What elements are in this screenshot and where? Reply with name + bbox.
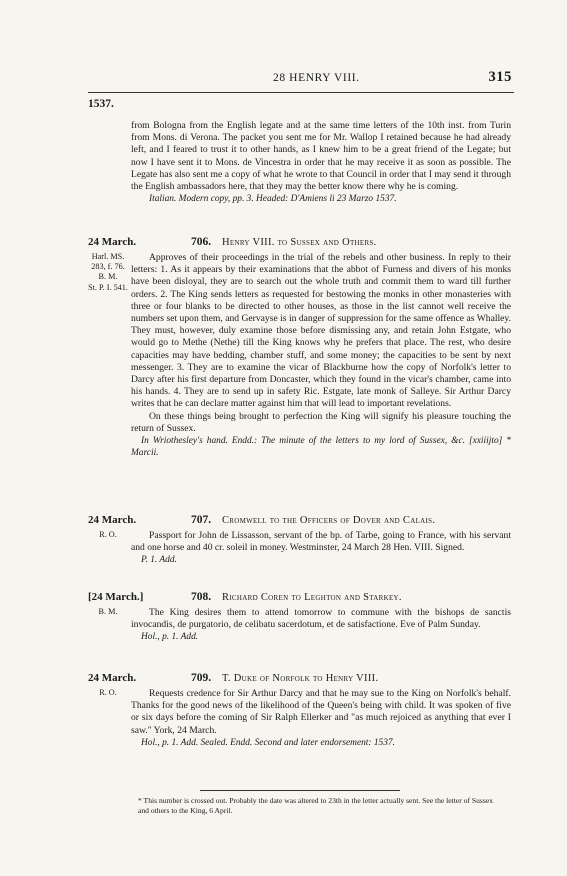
entry-body xyxy=(131,688,511,749)
entry-body xyxy=(131,252,511,459)
entry-date: [24 March.] xyxy=(88,591,144,603)
entry-note: Hol., p. 1. Add. xyxy=(141,632,199,643)
entry-number: 707. xyxy=(191,514,212,526)
source-line: Harl. MS. xyxy=(91,252,125,261)
entry-date: 24 March. xyxy=(88,514,137,526)
source-line: B. M. xyxy=(98,272,118,282)
entry-title: T. Duke of Norfolk to Henry VIII. xyxy=(222,673,379,684)
entry-title: Cromwell to the Officers of Dover and Calais. xyxy=(222,515,436,526)
entry-paragraph: Passport for John de Lissasson, servant of the bp. of Tarbe, going to France, with his servant and one horse and 40 cr. soleil in money. Westminster, 24 March 28 Hen. VIII. Signed. xyxy=(131,530,511,554)
entry-title: Henry VIII. to Sussex and Others. xyxy=(222,237,377,248)
entry-paragraph: On these things being brought to perfection the King will signify his pleasure touching the return of Sussex. xyxy=(131,410,511,434)
source-line: R. O. xyxy=(99,688,117,697)
entry-date: 24 March. xyxy=(88,672,137,684)
source-line: R. O. xyxy=(99,530,117,539)
continued-letter-text: from Bologna from the English legate and at the same time letters of the 10th inst. from Turin from Mons. di Verona. The packet you sent me for Mr. Wallop I retained because he had already left, and I feared to trust it to other hands, as I knew him to be a great friend of the Legate; but now I have sent it to Mons. de Vincestra in order that he may receive it as soon as possible. The Legate has also sent me a copy of what he wrote to that Council in order that I may send it through the English ambassadors here, that they may the better know there why he is coming. xyxy=(131,120,511,193)
source-line: St. P. I. 541. xyxy=(88,282,128,292)
entry-paragraph: The King desires them to attend tomorrow to commune with the bishops de sanctis invocandis, de purgatorio, de celibatu sacerdotum, et de satisfactione. Eve of Palm Sunday. xyxy=(131,607,511,631)
entry-number: 709. xyxy=(191,672,212,684)
source-reference xyxy=(88,607,128,617)
footnote-rule xyxy=(200,790,400,791)
source-line: B. M. xyxy=(98,607,118,616)
source-reference xyxy=(88,688,128,698)
entry-title: Richard Coren to Leghton and Starkey. xyxy=(222,592,402,603)
entry-body xyxy=(131,530,511,567)
entry-note: P. 1. Add. xyxy=(141,555,177,566)
header-rule xyxy=(88,92,514,93)
running-head xyxy=(88,69,512,88)
entry-note: Hol., p. 1. Add. Sealed. Endd. Second and later endorsement: 1537. xyxy=(141,737,395,748)
entry-paragraph: Requests credence for Sir Arthur Darcy and that he may sue to the King on Norfolk's behalf. Thanks for the good news of the likelihood of the Queen's being with child. It was spoken of five or six days before the coming of Sir Ralph Ellerker and "as much rejoiced as anything that ever I saw." York, 24 March. xyxy=(131,688,511,736)
source-reference xyxy=(88,252,128,293)
margin-year: 1537. xyxy=(88,98,114,110)
source-line: 283, f. 76. xyxy=(91,262,125,272)
entry-number: 706. xyxy=(191,236,212,248)
continued-letter xyxy=(131,120,511,205)
entry-note: In Wriothesley's hand. Endd.: The minute of the letters to my lord of Sussex, &c. [xxiiijto] * Marcii. xyxy=(131,436,511,459)
entry-date: 24 March. xyxy=(88,236,137,248)
source-reference xyxy=(88,530,128,540)
entry-body xyxy=(131,607,511,644)
page-number: 315 xyxy=(488,69,512,85)
entry-number: 708. xyxy=(191,591,212,603)
running-head-title: 28 HENRY VIII. xyxy=(273,72,360,84)
entry-paragraph: Approves of their proceedings in the trial of the rebels and other business. In reply to their letters: 1. As it appears by their examinations that the abbot of Furness and divers of his monks have been disloyal, they are to search out the whole truth and commit them to ward till further orders. 2. The King sends letters as requested for bestowing the monks in other monasteries with three or four blanks to be directed to other houses, as those in the list cannot well receive the numbers set upon them, and Gervayse is in danger of suppression for the same offence as Whalley. They must, however, duly examine those before dismissing any, and retain John Estgate, who would go to Methe (Nethe) till the King knows why he prefers that place. The rest, who desire capacities may have bedding, chamber stuff, and some money; the capacities to be sent by next messenger. 3. They are to examine the vicar of Blackburne how the copy of Norfolk's letter to Darcy after his first departure from Doncaster, which they found in the vicar's chamber, came into his hands. 4. They are to send up in safety Ric. Estgate, late monk of Salleye. Sir Arthur Darcy writes that he can declare matter against him that will lead to important revelations. xyxy=(131,252,511,410)
footnote: * This number is crossed out. Probably the date was altered to 23th in the letter actually sent. See the letter of Sussex and others to the King, 6 April. xyxy=(138,796,493,815)
continued-letter-note: Italian. Modern copy, pp. 3. Headed: D'Amiens li 23 Marzo 1537. xyxy=(149,194,397,205)
